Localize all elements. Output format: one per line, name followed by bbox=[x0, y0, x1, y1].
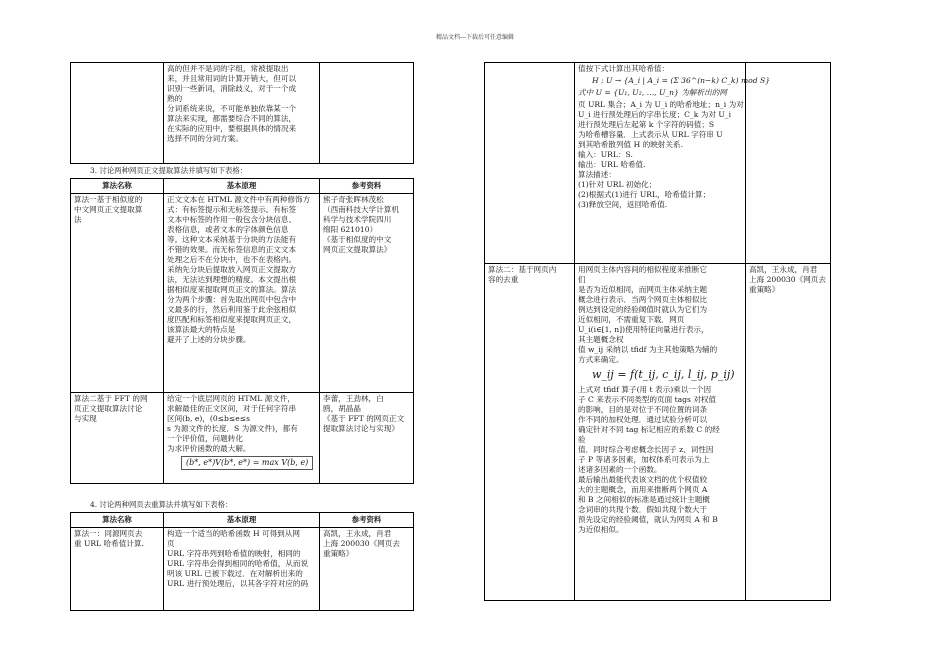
empty-cell bbox=[71, 63, 164, 164]
reference-cell: 熊子奇张晖林茂松 （西南科技大学计算机 科学与技术学院四川 绵阳 621010） 《基于相似度的中文 网页正文提取算法》 bbox=[320, 194, 414, 393]
section4-caption: 4. 讨论两种网页去重算法并填写如下表格： bbox=[90, 500, 233, 509]
hash-principle-cell: 值按下式计算出其哈希值： H : U → {A_i | A_i = (Σ 36^(n−k) C_k) mod S} 式中 U = {U₁, U₂, …, U_n} 为解析出的网 页 URL 集合；A_i 为 U_i 的哈希地址；n_i 为对 U_i 进行预处理后的字串长度；C_k 为对 U_i 进行预处理后左起第 k 个字符的码值；S 为哈希槽容量．上式表示从 URL 字符串 U 到其哈希散列值 H 的映射关系. 输入：URL：S. 输出：URL 哈希值. 算法描述： (1)针对 URL 初始化； (2)根据式(1)进行 URL，哈希值计算； (3)释放空间，返回哈希值. bbox=[575, 63, 746, 264]
empty-cell bbox=[746, 63, 831, 264]
header-reference: 参考资料 bbox=[320, 513, 414, 528]
principle-cell: 给定一个底层网页的 HTML 源文件， 求解最佳的正文区间，对于任何字符串 区间(b, e)，(0≤b≤e≤s s 为源文件的长度．S 为源文件)，都有 一个评价值，问题转化 为求评价函数的最大解。 (b*, e*)V(b*, e*) = max V(b, e) bbox=[164, 393, 320, 484]
hash-function-formula: H : U → {A_i | A_i = (Σ 36^(n−k) C_k) mod S} bbox=[592, 76, 771, 85]
algorithm-name-cell: 算法一基于相似度的 中文网页正文提取算 法 bbox=[71, 194, 164, 393]
dedup-continuation-table bbox=[484, 62, 831, 601]
reference-cell: 李蕾，王劲林，白 鸥，胡晶晶 《基于 FFT 的网页正文 提取算法讨论与实现》 bbox=[320, 393, 414, 484]
continuation-table bbox=[70, 62, 414, 164]
reference-cell: 高凯，王永成，肖君 上海 200030《网页去 重策略》 bbox=[320, 528, 414, 611]
header-principle: 基本原理 bbox=[164, 513, 320, 528]
section3-caption: 3. 讨论两种网页正文提取算法并填写如下表格： bbox=[90, 166, 248, 175]
header-algorithm-name: 算法名称 bbox=[71, 513, 164, 528]
header-principle: 基本原理 bbox=[164, 179, 320, 194]
algorithm-name-cell: 算法二基于 FFT 的网 页正文提取算法讨论 与实现 bbox=[71, 393, 164, 484]
content-dedup-principle-cell: 用网页主体内容间的相似程度来推断它 们 是否为近似相同，而网页主体采纳主题 概念进行表示．当两个网页主体相似比 例达到设定的经验阈值时就认为它们为 近似相同，不需重复下载．网页 U_i(i∈[1, n])使用特征向量进行表示， 其主题概念权 值 w_ij 采纳以 tfidf 为主其他策略为辅的 方式来确定。 w_ij = f(t_ij, c_ij, l_ij, p_ij) 上式对 tfidf 算子(用 t 表示)乘以一个因 子 C 来表示不同类型的页面 tags 对权值 的影响，目的是对位于不同位置的词条 作不同的加权处理．通过试验分析可以 确定针对不同 tag 标记相应的系数 C 的经 验 值．同时综合考虑概念长因子 z、词性因 子 P 等诸多因素，加权体系可表示为上 述诸多因素的一个函数。 最后输出最能代表该文档的优个权值较 大的主题概念，而用来推断两个网页 A 和 B 之间相似的标准是通过统计主题概 念词串的共现个数．假如共现个数大于 预先设定的经验阈值，就认为网页 A 和 B 为近似相似。 bbox=[575, 264, 746, 601]
word-segmentation-text: 高的但并不是词的字组，常被提取出 来，并且常用词的计算开销大，但可以 识别一些新词，消除歧义，对于一个成 熟的 分词系统来说，不可能单独依靠某一个 算法来实现，都需要综合不同的算法， 在实际的应用中，要根据具体的情况来 选择不同的分词方案。 bbox=[164, 63, 320, 164]
reference-cell: 高凯，王永成，肖君 上海 200030《网页去 重策略》 bbox=[746, 264, 831, 601]
principle-cell: 构造一个适当的哈希函数 H 可得到从网 页 URL 字符串列到哈希值的映射，相同的 URL 字符串会得到相同的哈希值，从而说 明该 URL 已被下载过．在对解析出来的 URL 进行预处理后，以其各字符对应的码 bbox=[164, 528, 320, 611]
algorithm-name-cell: 算法一：同源网页去 重 URL 哈希值计算. bbox=[71, 528, 164, 611]
header-algorithm-name: 算法名称 bbox=[71, 179, 164, 194]
max-evaluation-formula: (b*, e*)V(b*, e*) = max V(b, e) bbox=[181, 456, 313, 470]
header-reference: 参考资料 bbox=[320, 179, 414, 194]
algorithm-name-cell: 算法二：基于网页内 容的去重 bbox=[485, 264, 575, 601]
principle-cell: 正文文本在 HTML 源文件中有两种修饰方 式：有标签提示和无标签提示。有标签 文本中标签的作用一般包含分块信息、 表格信息，或者文本的字体颜色信息 等。这种文本采纳基于分块的方法能有 不错的效果。而无标签信息的正文文本 处理之后不在分块中，也不在表格内。 采纳先分块后提取放入网页正文提取方 法，无法达到理想的精度。本文提出根 据相似度来提取网页正文的算法。算法 分为两个步骤：首先取出网页中包含中 文最多的行，然后利用鉴于此余弦相似 度匹配和标签相似度来提取网页正文， 该算法最大的特点是 避开了上述的分块步骤。 bbox=[164, 194, 320, 393]
empty-cell bbox=[320, 63, 414, 164]
url-set-formula: 式中 U = {U₁, U₂, …, U_n} 为解析出的网 bbox=[578, 88, 727, 97]
extraction-algorithms-table bbox=[70, 178, 414, 484]
dedup-algorithms-table bbox=[70, 512, 414, 611]
empty-cell bbox=[485, 63, 575, 264]
page-header: 精品文档---下载后可任意编辑 bbox=[435, 34, 515, 41]
weight-formula: w_ij = f(t_ij, c_ij, l_ij, p_ij) bbox=[592, 368, 735, 381]
